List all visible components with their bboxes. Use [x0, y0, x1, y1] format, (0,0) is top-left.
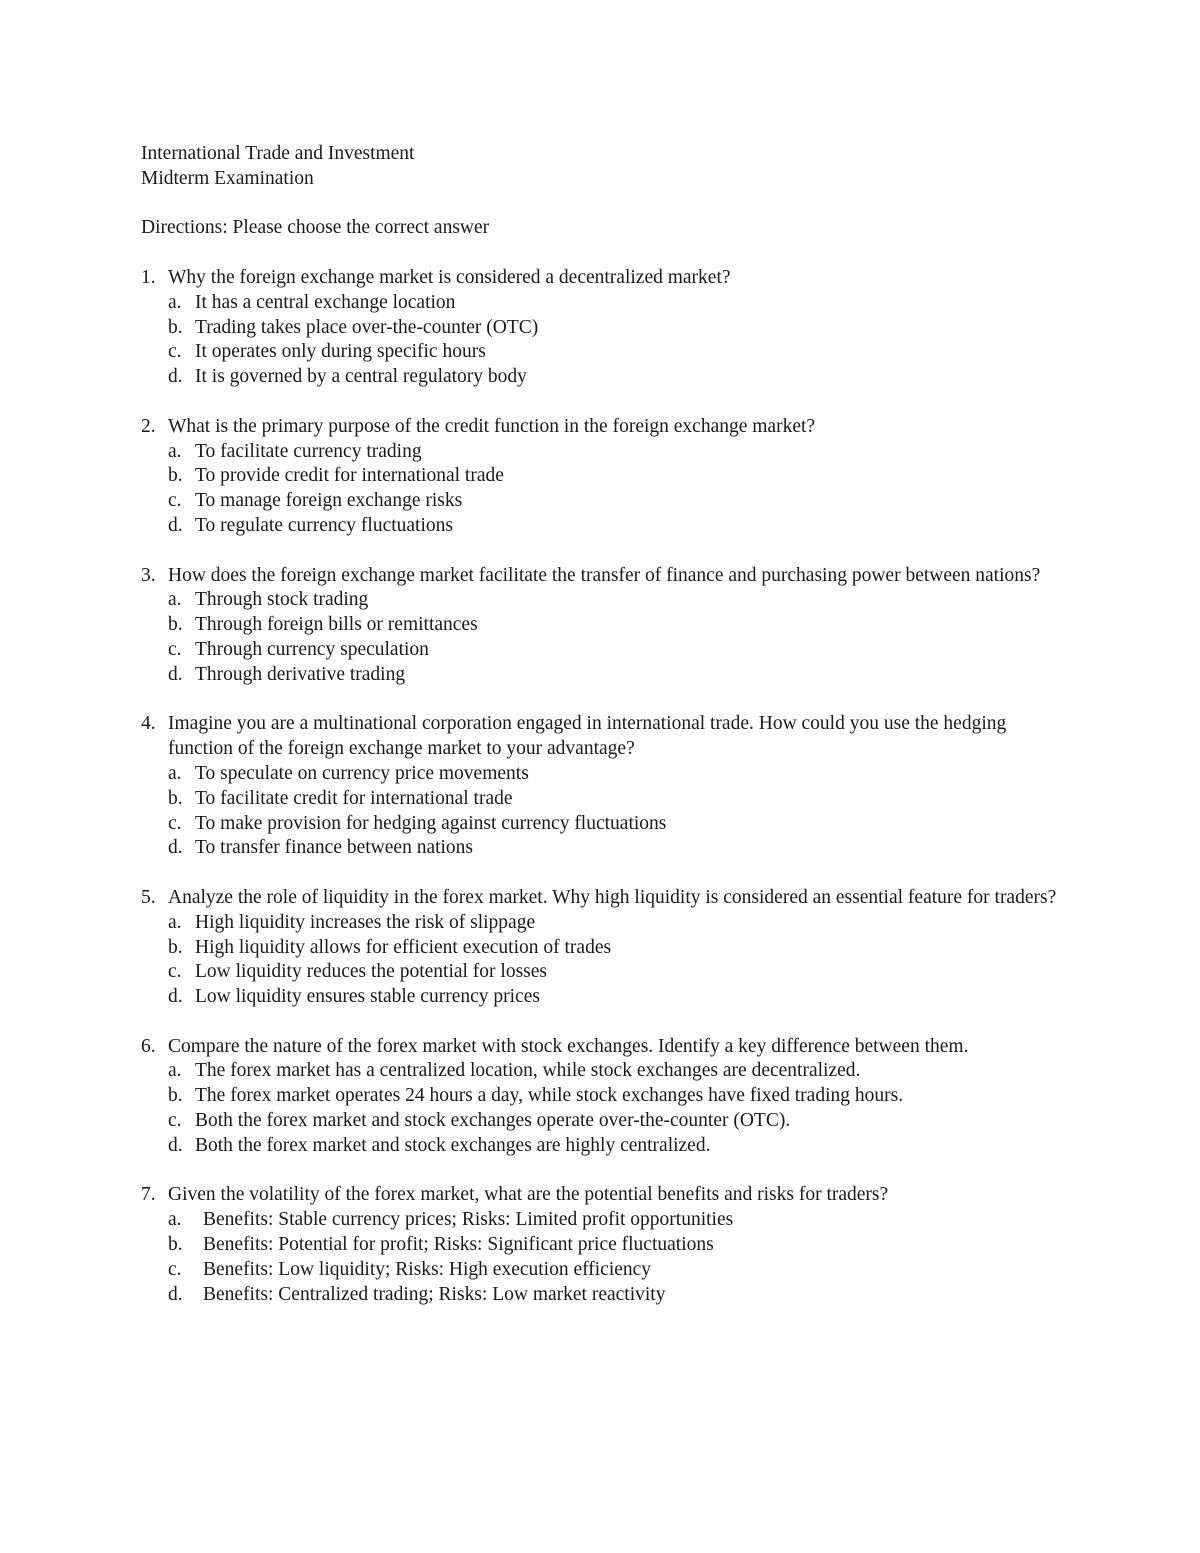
option-letter: d.	[168, 1134, 183, 1156]
question-2	[141, 415, 1071, 539]
option-letter: a.	[168, 911, 182, 933]
question-text: Imagine you are a multinational corporation engaged in international trade. How could you use the hedging function of the foreign exchange market to your advantage?	[168, 713, 1007, 760]
question-text: Why the foreign exchange market is considered a decentralized market?	[168, 266, 731, 288]
option-letter: c.	[168, 961, 182, 983]
option-a	[168, 762, 1071, 787]
option-d	[168, 985, 1071, 1010]
option-d	[168, 365, 1071, 390]
option-letter: b.	[168, 1085, 183, 1107]
option-letter: c.	[168, 1110, 182, 1132]
option-text: Both the forex market and stock exchanges operate over-the-counter (OTC).	[195, 1110, 791, 1132]
option-letter: c.	[168, 812, 182, 834]
option-letter: b.	[168, 614, 183, 636]
option-text: Benefits: Centralized trading; Risks: Low market reactivity	[203, 1283, 666, 1305]
option-letter: a.	[168, 762, 182, 784]
option-d	[168, 1283, 1071, 1308]
option-letter: a.	[168, 1209, 182, 1231]
option-c	[168, 1109, 1071, 1134]
option-text: To make provision for hedging against currency fluctuations	[195, 812, 667, 834]
option-text: Benefits: Stable currency prices; Risks: Limited profit opportunities	[203, 1209, 734, 1231]
option-c	[168, 489, 1071, 514]
option-b	[168, 464, 1071, 489]
option-text: Both the forex market and stock exchanges are highly centralized.	[195, 1134, 711, 1156]
option-letter: c.	[168, 490, 182, 512]
spacer	[141, 539, 1071, 564]
option-text: To facilitate credit for international trade	[195, 787, 513, 809]
question-number: 3.	[141, 564, 156, 586]
option-a	[168, 588, 1071, 613]
question-5	[141, 886, 1071, 1010]
question-number: 4.	[141, 713, 156, 735]
option-text: Through stock trading	[195, 589, 369, 611]
option-letter: b.	[168, 936, 183, 958]
spacer	[141, 861, 1071, 886]
question-text: How does the foreign exchange market facilitate the transfer of finance and purchasing power between nations?	[168, 564, 1041, 586]
option-text: Through derivative trading	[195, 663, 406, 685]
option-d	[168, 1134, 1071, 1159]
option-letter: a.	[168, 589, 182, 611]
spacer	[141, 688, 1071, 713]
option-text: The forex market has a centralized location, while stock exchanges are decentralized.	[195, 1060, 861, 1082]
question-number: 5.	[141, 886, 156, 908]
option-text: Trading takes place over-the-counter (OTC)	[195, 316, 539, 338]
option-text: It has a central exchange location	[195, 291, 456, 313]
option-text: Benefits: Low liquidity; Risks: High execution efficiency	[203, 1258, 652, 1280]
option-letter: b.	[168, 316, 183, 338]
option-letter: c.	[168, 638, 182, 660]
option-a	[168, 440, 1071, 465]
question-3	[141, 564, 1071, 688]
option-text: It operates only during specific hours	[195, 341, 486, 363]
option-letter: d.	[168, 514, 183, 536]
option-letter: a.	[168, 291, 182, 313]
option-text: High liquidity increases the risk of slippage	[195, 911, 536, 933]
option-b	[168, 936, 1071, 961]
option-c	[168, 812, 1071, 837]
question-text: Compare the nature of the forex market with stock exchanges. Identify a key difference between them.	[168, 1035, 969, 1057]
option-letter: d.	[168, 663, 183, 685]
question-text: Analyze the role of liquidity in the forex market. Why high liquidity is considered an essential feature for traders?	[168, 886, 1057, 908]
option-text: Through foreign bills or remittances	[195, 614, 478, 636]
option-a	[168, 291, 1071, 316]
question-text: What is the primary purpose of the credit function in the foreign exchange market?	[168, 415, 816, 437]
spacer	[141, 1010, 1071, 1035]
option-letter: c.	[168, 341, 182, 363]
option-b	[168, 787, 1071, 812]
option-b	[168, 613, 1071, 638]
option-a	[168, 911, 1071, 936]
option-letter: d.	[168, 1283, 183, 1305]
spacer	[141, 192, 1071, 217]
option-text: To facilitate currency trading	[195, 440, 422, 462]
option-b	[168, 316, 1071, 341]
question-6	[141, 1035, 1071, 1159]
question-1	[141, 266, 1071, 390]
option-d	[168, 663, 1071, 688]
option-d	[168, 836, 1071, 861]
course-title: International Trade and Investment	[141, 143, 415, 164]
question-number: 1.	[141, 266, 156, 288]
option-letter: a.	[168, 440, 182, 462]
option-text: To regulate currency fluctuations	[195, 514, 453, 536]
option-letter: b.	[168, 1234, 183, 1256]
option-text: Low liquidity ensures stable currency prices	[195, 986, 540, 1008]
option-text: Low liquidity reduces the potential for losses	[195, 961, 548, 983]
option-letter: d.	[168, 986, 183, 1008]
option-c	[168, 1258, 1071, 1283]
spacer	[141, 1159, 1071, 1184]
option-letter: a.	[168, 1060, 182, 1082]
spacer	[141, 241, 1071, 266]
option-text: Benefits: Potential for profit; Risks: Significant price fluctuations	[203, 1234, 714, 1256]
directions-text: Directions: Please choose the correct answer	[141, 217, 490, 239]
option-b	[168, 1084, 1071, 1109]
question-number: 6.	[141, 1035, 156, 1057]
option-text: To transfer finance between nations	[195, 837, 474, 859]
option-c	[168, 638, 1071, 663]
option-text: The forex market operates 24 hours a day, while stock exchanges have fixed trading hours.	[195, 1085, 904, 1107]
option-text: High liquidity allows for efficient execution of trades	[195, 936, 612, 958]
option-text: To provide credit for international trade	[195, 465, 504, 487]
option-letter: d.	[168, 366, 183, 388]
option-text: To speculate on currency price movements	[195, 762, 529, 784]
spacer	[141, 390, 1071, 415]
option-letter: b.	[168, 787, 183, 809]
option-c	[168, 960, 1071, 985]
option-letter: d.	[168, 837, 183, 859]
option-text: To manage foreign exchange risks	[195, 490, 463, 512]
option-letter: b.	[168, 465, 183, 487]
question-7	[141, 1183, 1071, 1307]
option-text: It is governed by a central regulatory body	[195, 366, 527, 388]
option-b	[168, 1233, 1071, 1258]
option-text: Through currency speculation	[195, 638, 429, 660]
question-4	[141, 712, 1071, 861]
option-a	[168, 1208, 1071, 1233]
question-number: 2.	[141, 415, 156, 437]
question-number: 7.	[141, 1184, 156, 1206]
option-a	[168, 1059, 1071, 1084]
exam-document	[141, 142, 1071, 1307]
option-c	[168, 340, 1071, 365]
option-letter: c.	[168, 1258, 182, 1280]
exam-title: Midterm Examination	[141, 167, 314, 189]
option-d	[168, 514, 1071, 539]
question-text: Given the volatility of the forex market, what are the potential benefits and risks for traders?	[168, 1184, 889, 1206]
